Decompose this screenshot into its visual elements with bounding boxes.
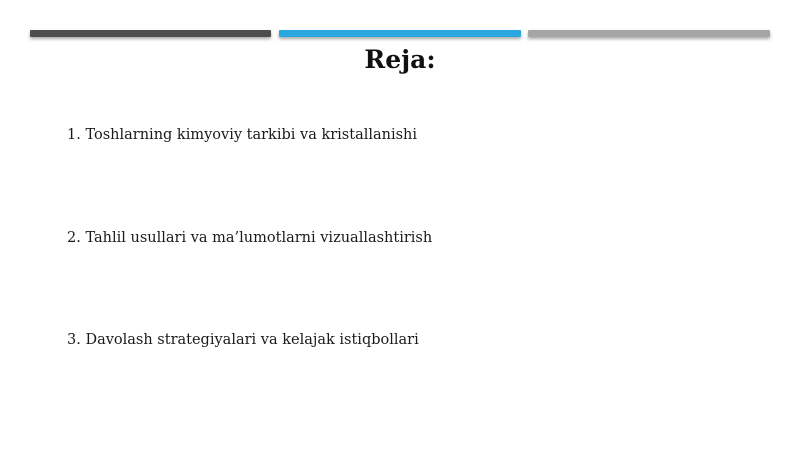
agenda-item-2: 2. Tahlil usullari va ma’lumotlarni vizuallashtirish bbox=[67, 230, 433, 246]
slide-title: Reja: bbox=[364, 45, 436, 74]
header-bar-middle bbox=[279, 30, 521, 37]
agenda-item-1: 1. Toshlarning kimyoviy tarkibi va kristallanishi bbox=[67, 127, 418, 143]
header-bar-left bbox=[30, 30, 271, 37]
header-bar-right bbox=[528, 30, 770, 37]
agenda-item-3: 3. Davolash strategiyalari va kelajak istiqbollari bbox=[67, 332, 419, 348]
